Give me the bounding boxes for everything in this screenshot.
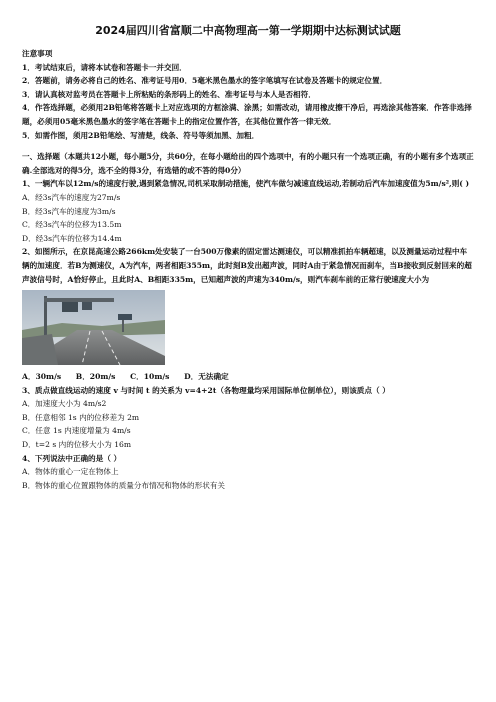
question-1-stem: 1、一辆汽车以12m/s的速度行驶,遇到紧急情况,司机采取制动措施，使汽车做匀减速直线运动,若制动后汽车加速度值为5m/s²,则( ) [22,179,470,189]
notice-block [22,47,474,142]
question-1-option-c: C．经3s汽车的位移为13.5m [22,220,122,230]
question-1 [22,177,474,245]
question-3 [22,384,474,452]
question-3-option-b: B．任意相邻 1s 内的位移差为 2m [22,412,140,422]
notice-heading: 注意事项 [22,49,53,58]
question-3-stem: 3、质点做直线运动的速度 v 与时间 t 的关系为 v=4+2t（各物理量均采用国际单位制单位），则该质点（ ） [22,385,390,395]
highway-radar-photo-illustration [22,290,165,365]
question-1-option-d: D．经3s汽车的位移为14.4m [22,233,122,243]
question-4-option-b: B．物体的重心位置跟物体的质量分布情况和物体的形状有关 [22,480,226,490]
question-2-option-c: C．10m/s [130,372,170,382]
question-2-option-d: D．无法确定 [184,372,229,382]
question-3-option-d: D．t=2 s 内的位移大小为 16m [22,440,132,450]
question-4 [22,452,474,493]
notice-item-2: 2．答题前，请务必将自己的姓名、准考证号用0．5毫米黑色墨水的签字笔填写在试卷及答题卡的规定位置． [22,76,388,86]
question-1-option-b: B．经3s汽车的速度为3m/s [22,206,116,216]
section-heading: 一、选择题（本题共12小题，每小题5分，共60分，在每小题给出的四个选项中，有的小题只有一个选项正确，有的小题有多个选项正确.全部选对的得5分，选不全的得3分，有选错的或不答的得0分） [22,152,474,175]
question-2 [22,245,474,383]
highway-radar-photo [22,290,165,365]
page-title: 2024届四川省富顺二中高物理高一第一学期期中达标测试试题 [95,24,401,37]
question-2-option-a: A．30m/s [22,372,62,382]
notice-item-4: 4．作答选择题，必须用2B铅笔将答题卡上对应选项的方框涂满、涂黑；如需改动，请用橡皮擦干净后，再选涂其他答案．作答非选择题，必须用05毫米黑色墨水的签字笔在答题卡上的指定位置作答，在其他位置作答一律无效． [22,103,472,126]
question-4-option-a: A．物体的重心一定在物体上 [22,467,119,477]
notice-item-5: 5．如需作图，须用2B铅笔绘、写清楚，线条、符号等须加黑、加粗． [22,130,260,140]
question-1-option-a: A．经3s汽车的速度为27m/s [22,192,121,202]
question-3-option-c: C．任意 1s 内速度增量为 4m/s [22,426,131,436]
question-3-option-a: A．加速度大小为 4m/s2 [22,399,107,409]
notice-item-1: 1．考试结束后，请将本试卷和答题卡一并交回． [22,62,187,72]
notice-item-3: 3．请认真核对监考员在答题卡上所粘贴的条形码上的姓名、准考证号与本人是否相符． [22,89,316,99]
question-2-options [22,370,474,384]
question-2-option-b: B．20m/s [75,372,116,382]
question-2-stem: 2、如图所示，在京昆高速公路266km处安装了一台500万像素的固定雷达测速仪，可以精准抓拍车辆超速，以及测量运动过程中车辆的加速度．若B为测速仪，A为汽车，两者相距355m，此时刻B发出超声波，同时A由于紧急情况而刹车，当B接收到反射回来的超声波信号时，A恰好停止，且此时A、B相距335m，已知超声波的声速为340m/s，则汽车刹车前的正常行驶速度大小为 [22,247,472,284]
question-4-stem: 4、下列说法中正确的是（ ） [22,453,122,463]
